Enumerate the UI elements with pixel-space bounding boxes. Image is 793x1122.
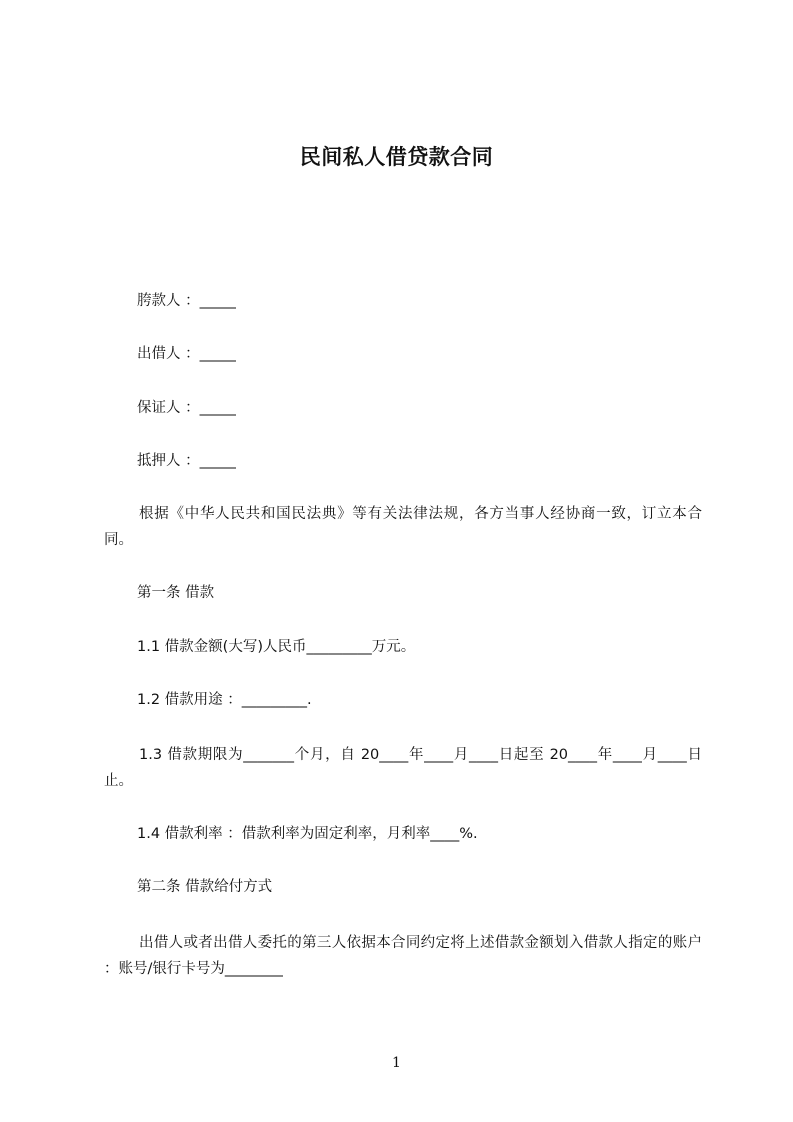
article-2-heading: 第二条 借款给付方式: [137, 879, 273, 895]
clause-1-1: 1.1 借款金额(大写)人民币_________万元。: [137, 639, 416, 655]
party-borrower-line: 胯款人 ：_____: [137, 293, 236, 309]
party-lender-line: 出借人 ：_____: [137, 346, 236, 362]
party-guarantor-line: 保证人 ：_____: [137, 400, 236, 416]
document-title: 民间私人借贷款合同: [299, 145, 494, 169]
intro-paragraph: 根据《中华人民共和国民法典》等有关法律法规，各方当事人经协商一致，订立本合同。: [104, 506, 702, 548]
page-number: 1: [392, 1055, 401, 1071]
clause-1-2: 1.2 借款用途 ：_________.: [137, 692, 312, 708]
party-mortgagor-line: 抵押人 ：_____: [137, 453, 236, 469]
article-2-body: 出借人或者出借人委托的第三人依据本合同约定将上述借款金额划入借款人指定的账户 ：账号/银行卡号为________: [104, 935, 702, 977]
article-1-heading: 第一条 借款: [137, 585, 215, 601]
clause-1-4: 1.4 借款利率 ：借款利率为固定利率，月利率____%.: [137, 826, 478, 842]
clause-1-3: 1.3 借款期限为_______个月，自 20____年____月____日起至 20____年____月____日止。: [104, 747, 702, 789]
